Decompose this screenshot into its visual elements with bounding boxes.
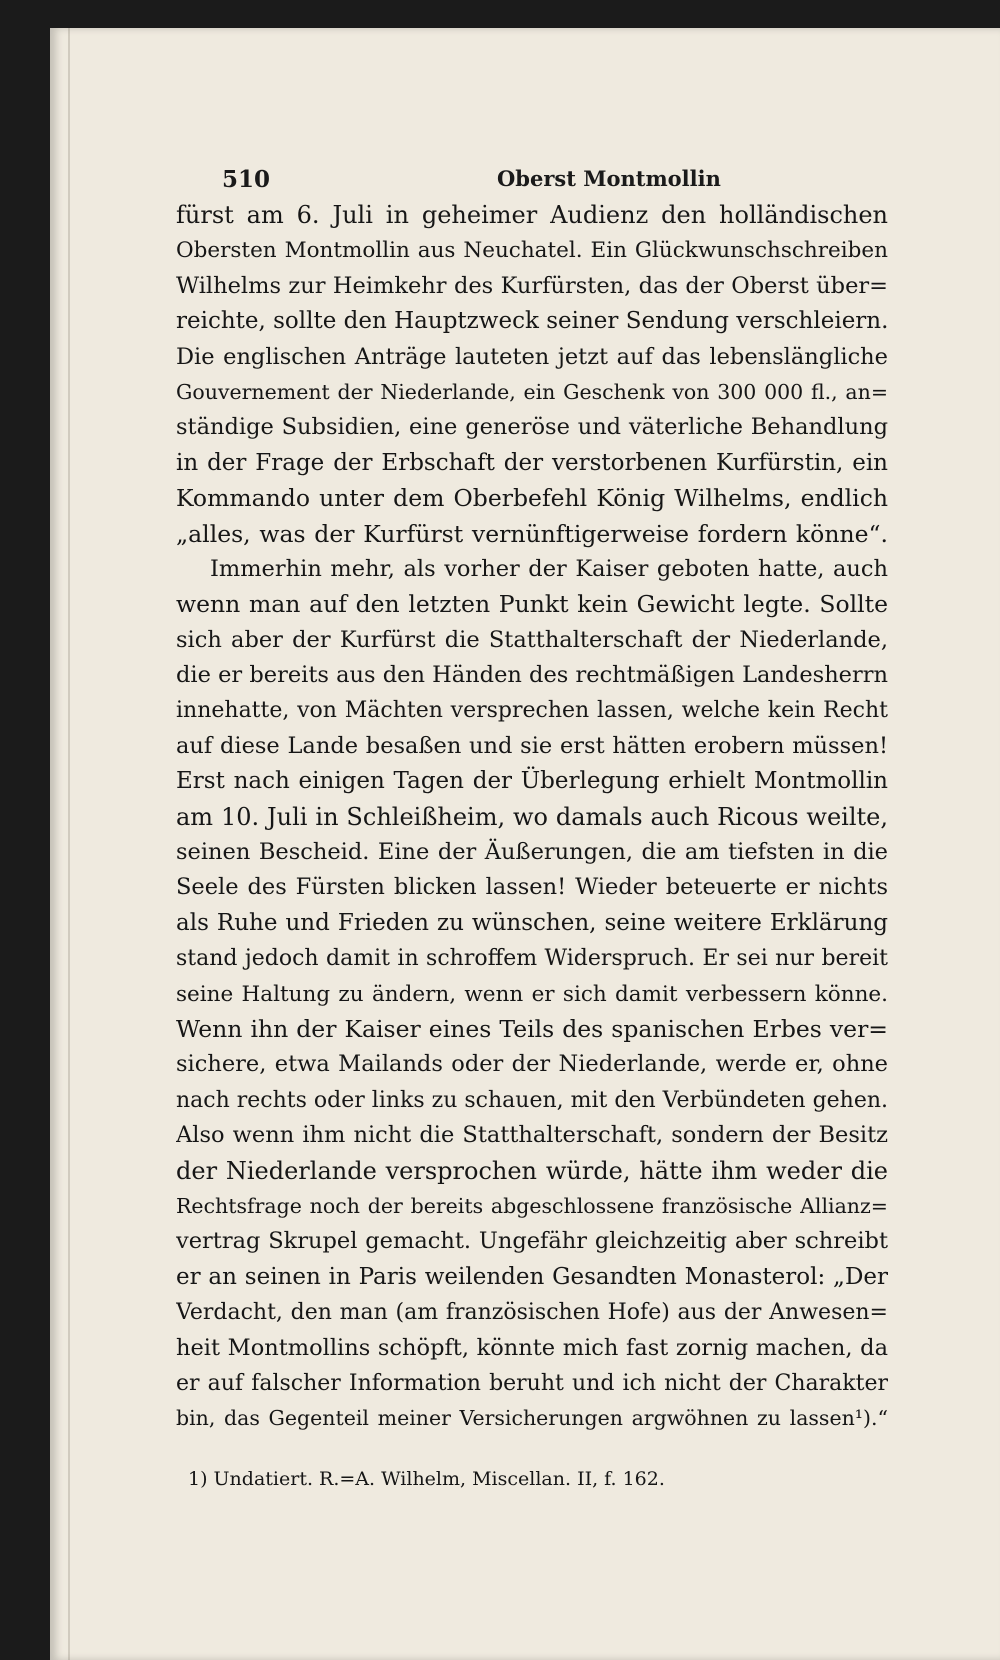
text-line: Erst nach einigen Tagen der Überlegung erhielt Montmollin (176, 768, 888, 795)
text-line: die er bereits aus den Händen des rechtmäßigen Landesherrn (176, 662, 888, 689)
page-number: 510 (222, 166, 271, 193)
text-line: reichte, sollte den Hauptzweck seiner Sendung verschleiern. (176, 308, 888, 335)
text-line: der Niederlande versprochen würde, hätte ihm weder die (176, 1156, 888, 1185)
running-head: Oberst Montmollin (497, 166, 721, 191)
text-line: „alles, was der Kurfürst vernünftigerweise fordern könne“. (176, 519, 888, 548)
text-line: Wilhelms zur Heimkehr des Kurfürsten, das der Oberst über= (176, 272, 888, 299)
text-line: er an seinen in Paris weilenden Gesandten Monasterol: „Der (176, 1263, 888, 1290)
text-line: heit Montmollins schöpft, könnte mich fast zornig machen, da (176, 1334, 888, 1361)
page-header (222, 146, 842, 196)
text-line: er auf falscher Information beruht und ich nicht der Charakter (176, 1370, 888, 1396)
text-line: Kommando unter dem Oberbefehl König Wilhelms, endlich (176, 484, 888, 513)
text-line: als Ruhe und Frieden zu wünschen, seine weitere Erklärung (176, 909, 888, 936)
text-line: seine Haltung zu ändern, wenn er sich damit verbessern könne. (176, 981, 888, 1007)
text-line: Obersten Montmollin aus Neuchatel. Ein Glückwunschschreiben (176, 238, 888, 264)
text-line: innehatte, von Mächten versprechen lassen, welche kein Recht (176, 698, 888, 724)
text-line: Also wenn ihm nicht die Statthalterschaft, sondern der Besitz (176, 1122, 888, 1149)
text-line: vertrag Skrupel gemacht. Ungefähr gleichzeitig aber schreibt (176, 1228, 888, 1255)
text-line: Gouvernement der Niederlande, ein Geschenk von 300 000 fl., an= (176, 379, 888, 404)
text-line: Verdacht, den man (am französischen Hofe) aus der Anwesen= (176, 1300, 888, 1326)
text-line: wenn man auf den letzten Punkt kein Gewicht legte. Sollte (176, 590, 888, 619)
text-line: fürst am 6. Juli in geheimer Audienz den holländischen (176, 201, 888, 229)
text-line: Die englischen Anträge lauteten jetzt auf das lebenslängliche (176, 343, 888, 370)
text-line: Rechtsfrage noch der bereits abgeschlossene französische Allianz= (176, 1193, 888, 1218)
text-line: in der Frage der Erbschaft der verstorbenen Kurfürstin, ein (176, 449, 888, 476)
text-line: Immerhin mehr, als vorher der Kaiser geboten hatte, auch (210, 555, 888, 582)
text-line: nach rechts oder links zu schauen, mit den Verbündeten gehen. (176, 1087, 888, 1113)
text-line: Wenn ihn der Kaiser eines Teils des spanischen Erbes ver= (176, 1014, 888, 1043)
footnote: 1) Undatiert. R.=A. Wilhelm, Miscellan. II, f. 162. (188, 1468, 665, 1490)
text-line: ständige Subsidien, eine generöse und väterliche Behandlung (176, 414, 888, 441)
body-text (176, 198, 888, 1437)
text-line: am 10. Juli in Schleißheim, wo damals auch Ricous weilte, (176, 802, 888, 831)
text-line: stand jedoch damit in schroffem Widerspruch. Er sei nur bereit (176, 946, 888, 972)
text-line: bin, das Gegenteil meiner Versicherungen argwöhnen zu lassen¹).“ (176, 1406, 888, 1431)
text-line: auf diese Lande besaßen und sie erst hätten erobern müssen! (176, 732, 888, 759)
text-line: Seele des Fürsten blicken lassen! Wieder beteuerte er nichts (176, 874, 888, 901)
text-line: seinen Bescheid. Eine der Äußerungen, die am tiefsten in die (176, 839, 888, 866)
text-line: sichere, etwa Mailands oder der Niederlande, werde er, ohne (176, 1051, 888, 1078)
text-line: sich aber der Kurfürst die Statthalterschaft der Niederlande, (176, 626, 888, 653)
